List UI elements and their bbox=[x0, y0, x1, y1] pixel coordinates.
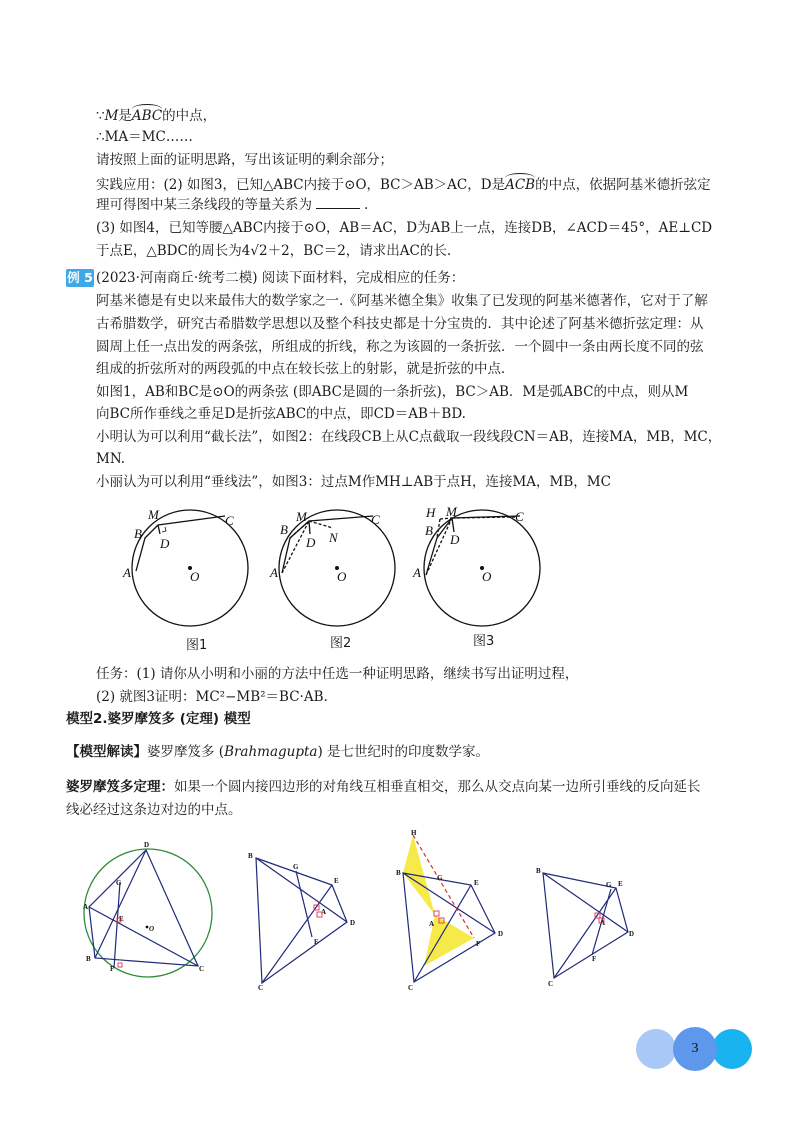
figB-label-a: A bbox=[321, 908, 327, 916]
figB-label-e: E bbox=[334, 877, 339, 885]
figA-label-c: C bbox=[199, 965, 205, 973]
task-2: (2) 就图3证明：MC²−MB²＝BC·AB. bbox=[96, 689, 328, 705]
fig2-label-d: D bbox=[306, 535, 316, 550]
figA-label-e: E bbox=[119, 915, 124, 923]
fig2-label-o: O bbox=[337, 569, 347, 584]
fig2-label-m: M bbox=[296, 509, 307, 524]
arc-acb: ACB bbox=[505, 173, 535, 195]
fig1-label-m: M bbox=[148, 507, 159, 522]
fig1-label-a: A bbox=[123, 565, 131, 580]
figC-label-d: D bbox=[498, 930, 504, 938]
figA-label-d: D bbox=[144, 841, 150, 849]
task-1: 任务：(1) 请你从小明和小丽的方法中任选一种证明思路，继续书写出证明过程， bbox=[96, 666, 579, 682]
model-title: 模型2.婆罗摩笈多 (定理) 模型 bbox=[66, 711, 251, 727]
circle-a bbox=[84, 849, 212, 977]
example-paragraph-6: 向BC所作垂线之垂足D是折弦ABC的中点，即CD＝AB＋BD. bbox=[96, 406, 466, 422]
example-paragraph-4: 组成的折弦所对的两段弧的中点在较长弦上的射影，就是折弦的中点． bbox=[96, 361, 515, 377]
page-deco-right bbox=[712, 1029, 752, 1069]
fig3-label-d: D bbox=[450, 532, 460, 547]
proof-line-3: 请按照上面的证明思路，写出该证明的剩余部分； bbox=[96, 152, 393, 168]
figC-label-g: G bbox=[437, 874, 443, 882]
figC-label-b: B bbox=[396, 869, 401, 877]
page-number: 3 bbox=[673, 1027, 717, 1071]
figC-label-a: A bbox=[429, 920, 435, 928]
figD-label-e: E bbox=[618, 880, 623, 888]
example-paragraph-7: 小明认为可以利用“截长法”，如图2：在线段CB上从C点截取一段线段CN＝AB，连接MA，MB，MC， bbox=[96, 429, 722, 445]
fig2-caption: 图2 bbox=[330, 636, 352, 651]
example-paragraph-9: 小丽认为可以利用“垂线法”，如图3：过点M作MH⊥AB于点H，连接MA，MB，MC bbox=[96, 474, 611, 490]
example-paragraph-8: MN. bbox=[96, 451, 126, 467]
fig2-label-b: B bbox=[280, 522, 288, 537]
fig3-caption: 图3 bbox=[473, 634, 495, 649]
example-paragraph-1: 阿基米德是有史以来最伟大的数学家之一.《阿基米德全集》收集了已发现的阿基米德著作，它对于了解 bbox=[96, 293, 708, 309]
arc-abc: ABC bbox=[132, 104, 162, 126]
figA-label-o: O bbox=[149, 925, 155, 933]
figA-label-g: G bbox=[116, 879, 122, 887]
figA-label-a: A bbox=[83, 903, 89, 911]
figB-label-f: F bbox=[314, 938, 319, 946]
figD-label-a: A bbox=[600, 919, 606, 927]
figA-label-b: B bbox=[86, 955, 91, 963]
page-deco-left bbox=[636, 1029, 676, 1069]
fig1-label-c: C bbox=[225, 513, 234, 528]
fig1-caption: 图1 bbox=[186, 638, 208, 653]
figB-label-b: B bbox=[248, 852, 253, 860]
proof-line-2: ∴MA＝MC…… bbox=[96, 129, 193, 145]
figD-label-g: G bbox=[606, 881, 612, 889]
brahmagupta-figures bbox=[70, 825, 670, 1000]
fig1-perp bbox=[158, 525, 160, 534]
answer-blank[interactable] bbox=[316, 208, 360, 209]
fig3-label-c: C bbox=[515, 509, 524, 524]
figC-label-h: H bbox=[411, 829, 417, 837]
fig3-label-h: H bbox=[426, 505, 436, 520]
fig2-label-n: N bbox=[329, 530, 338, 545]
proof-line-6: (3) 如图4，已知等腰△ABC内接于⊙O，AB＝AC，D为AB上一点，连接DB，∠ACD＝45°，AE⊥CD bbox=[96, 220, 713, 236]
figC-label-f: F bbox=[476, 940, 481, 948]
fig3-label-m: M bbox=[446, 504, 457, 519]
theorem-line-1: 婆罗摩笈多定理：如果一个圆内接四边形的对角线互相垂直相交，那么从交点向某一边所引垂线的反向延长 bbox=[66, 779, 701, 795]
figA-label-f: F bbox=[110, 965, 115, 973]
proof-line-7: 于点E，△BDC的周长为4√2＋2，BC＝2，请求出AC的长. bbox=[96, 243, 452, 259]
example-paragraph-2: 古希腊数学，研究古希腊数学思想以及整个科技史都是十分宝贵的．其中论述了阿基米德折弦定理：从 bbox=[96, 316, 704, 332]
figC-label-e: E bbox=[474, 879, 479, 887]
figD-label-c: C bbox=[548, 980, 554, 988]
proof-line-1: ∵M是ABC的中点， bbox=[96, 104, 216, 126]
figC-label-c: C bbox=[408, 984, 414, 992]
fig2-label-a: A bbox=[270, 565, 278, 580]
example-badge: 例 5 bbox=[67, 270, 93, 285]
fig1-label-d: D bbox=[160, 536, 170, 551]
figB-label-g: G bbox=[293, 863, 299, 871]
theorem-line-2: 线必经过这条边对边的中点。 bbox=[66, 802, 242, 818]
example-paragraph-5: 如图1，AB和BC是⊙O的两条弦 (即ABC是圆的一条折弦)，BC＞AB．M是弧ABC的中点，则从M bbox=[96, 384, 689, 400]
proof-line-4: 实践应用：(2) 如图3，已知△ABC内接于⊙O，BC＞AB＞AC，D是ACB的中点，依据阿基米德折弦定 bbox=[96, 173, 711, 195]
figD-label-b: B bbox=[536, 867, 541, 875]
figD-label-d: D bbox=[629, 930, 635, 938]
fig2-chords bbox=[282, 516, 373, 573]
quad-a bbox=[89, 850, 198, 966]
figB-label-d: D bbox=[350, 919, 356, 927]
fig3-label-a: A bbox=[413, 565, 421, 580]
fig1-label-b: B bbox=[134, 526, 142, 541]
fig2-label-c: C bbox=[371, 512, 380, 527]
proof-line-5: 理可得图中某三条线段的等量关系为 . bbox=[96, 197, 369, 213]
model-interpretation: 【模型解读】婆罗摩笈多 (Brahmagupta) 是七世纪时的印度数学家。 bbox=[66, 744, 490, 760]
highlight-top bbox=[403, 835, 435, 915]
fig3-label-b: B bbox=[425, 523, 433, 538]
example-paragraph-3: 圆周上任一点出发的两条弦，所组成的折线，称之为该圆的一条折弦．一个圆中一条由两长度不同的弦 bbox=[96, 339, 704, 355]
figD-label-f: F bbox=[592, 955, 597, 963]
figB-label-c: C bbox=[258, 984, 264, 992]
example-source: (2023·河南商丘·统考二模) 阅读下面材料，完成相应的任务： bbox=[96, 270, 465, 286]
archimedes-figures bbox=[110, 495, 524, 635]
fig3-label-o: O bbox=[482, 569, 492, 584]
fig1-label-o: O bbox=[190, 569, 200, 584]
fig1-chords bbox=[136, 516, 225, 571]
